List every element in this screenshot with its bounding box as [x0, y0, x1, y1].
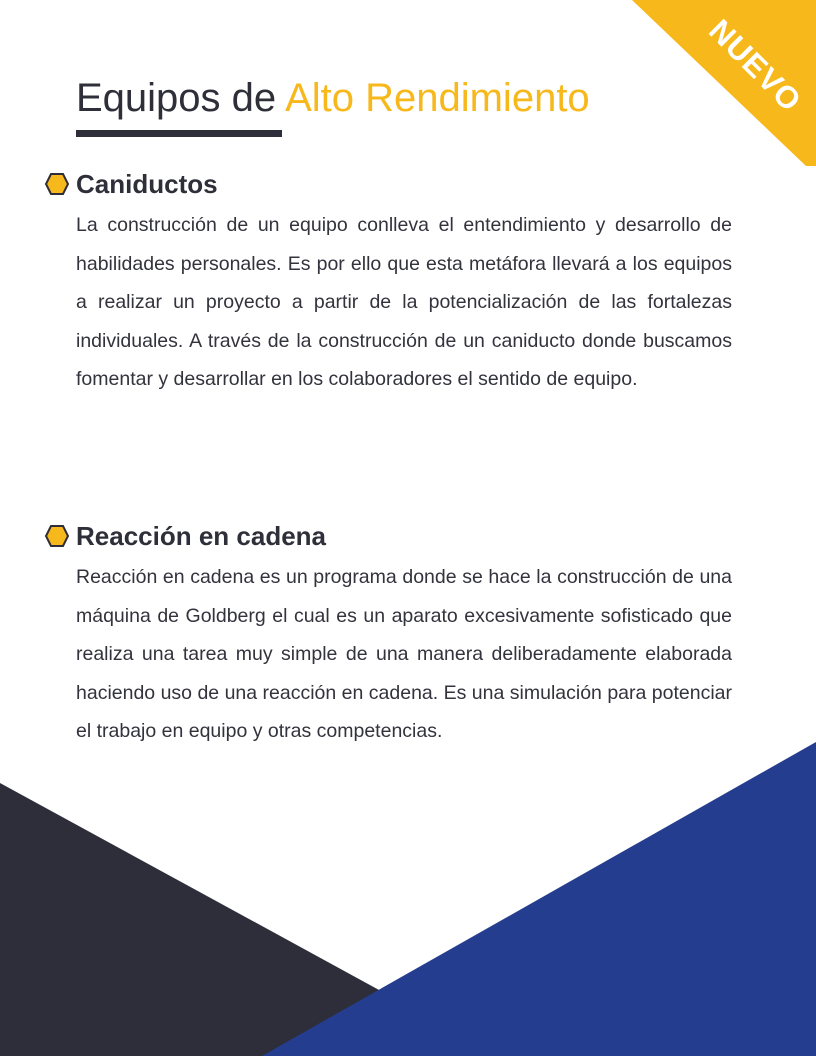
page-title-main: Equipos de: [76, 76, 286, 120]
hexagon-bullet-icon: [44, 171, 70, 197]
page-title: [76, 76, 590, 121]
page-title-highlight: Alto Rendimiento: [285, 76, 590, 120]
section-heading: [44, 167, 744, 201]
section-reaccion-en-cadena: [44, 519, 744, 751]
hexagon-bullet-icon: [44, 523, 70, 549]
section-title: Caniductos: [76, 168, 218, 199]
section-title: Reacción en cadena: [76, 520, 326, 551]
section-body: Reacción en cadena es un programa donde se hace la construcción de una máquina de Goldberg el cual es un aparato excesivamente sofisticado que realiza una tarea muy simple de una manera deliberadamente elaborada haciendo uso de una reacción en cadena. Es una simulación para potenciar el trabajo en equipo y otras competencias.: [76, 566, 732, 742]
blue-triangle-shape: [262, 742, 816, 1056]
section-heading: [44, 519, 744, 553]
section-caniductos: [44, 167, 744, 399]
section-body: La construcción de un equipo conlleva el entendimiento y desarrollo de habilidades personales. Es por ello que esta metáfora llevará a los equipos a realizar un proyecto a partir de la potencialización de las fortalezas individuales. A través de la construcción de un caniducto donde buscamos fomentar y desarrollar en los colaboradores el sentido de equipo.: [76, 214, 732, 390]
title-underline: [76, 130, 282, 137]
new-badge: NUEVO: [702, 12, 809, 119]
